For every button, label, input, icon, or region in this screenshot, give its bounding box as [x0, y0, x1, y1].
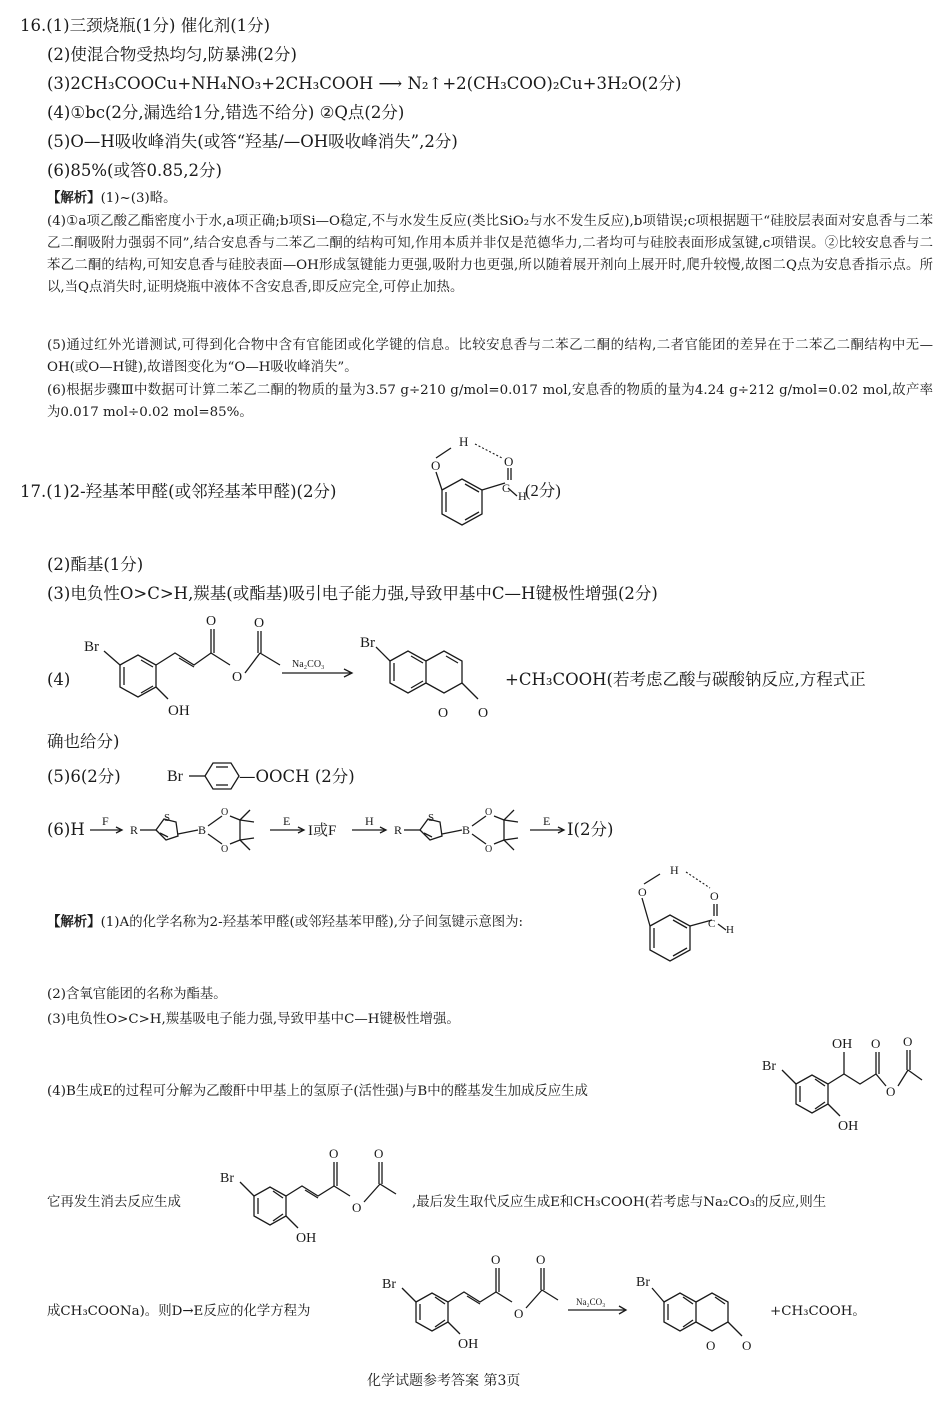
synthesis-route [90, 800, 610, 860]
elimination-product-structure [216, 1138, 416, 1248]
atom-s: S [428, 812, 435, 824]
atom-oh: OH [168, 703, 190, 719]
q17-line6-mid: I或F [308, 823, 337, 839]
atom-o: O [478, 706, 489, 721]
atom-h: H [459, 434, 469, 449]
atom-o: O [536, 1252, 546, 1267]
atom-b: B [198, 823, 207, 837]
q16-analysis-6: (6)根据步骤Ⅲ中数据可计算二苯乙二酮的物质的量为3.57 g÷210 g/mol=0.017 mol,安息香的物质的量为4.24 g÷212 g/mol=0.02 mol,故产率为0.017 mol÷0.02 mol=85%。 [47, 383, 933, 420]
atom-h: H [670, 863, 679, 877]
q16-line2: (2)使混合物受热均匀,防暴沸(2分) [47, 45, 297, 64]
q16-analysis [47, 188, 177, 209]
atom-o: O [438, 706, 449, 721]
q17-line4-cont: 确也给分) [47, 732, 120, 751]
reagent-label: Na₂CO₃ [292, 659, 325, 670]
final-reaction-equation [378, 1242, 778, 1352]
q17-line2: (2)酯基(1分) [47, 555, 144, 574]
q17-line3: (3)电负性O>C>H,羰基(或酯基)吸引电子能力强,导致甲基中C—H键极性增强(2分) [47, 584, 658, 603]
q17-analysis-1-line [47, 912, 523, 933]
atom-o: O [232, 670, 243, 685]
q16-line6: (6)85%(或答0.85,2分) [47, 161, 222, 180]
q17-line1-score: (2分) [525, 481, 561, 500]
atom-h: H [518, 489, 527, 503]
atom-br: Br [762, 1059, 776, 1074]
atom-o: O [352, 1200, 362, 1215]
q16-analysis-4: (4)①a项乙酸乙酯密度小于水,a项正确;b项Si—O稳定,不与水发生反应(类比SiO₂与水不发生反应),b项错误;c项根据题干“硅胶层表面对安息香与二苯乙二酮吸附力强弱不同”,结合安息香与二苯乙二酮的结构可知,作用本质并非仅是范德华力,二者均可与硅胶表面形成氢键,c项错误。②比较安息香与二苯乙二酮的结构,可知安息香与硅胶表面—OH形成氢键能力更强,吸附力也更强,所以随着展开剂向上展开时,爬升较慢,故图二Q点为安息香指示点。所以,当Q点消失时,证明烧瓶中液体不含安息香,即反应完全,可停止加热。 [47, 214, 933, 295]
reagent-e: E [543, 814, 551, 828]
atom-s: S [164, 812, 171, 824]
atom-br: Br [636, 1275, 650, 1290]
page-footer: 化学试题参考答案 第3页 [367, 1373, 521, 1389]
atom-o: O [886, 1084, 896, 1099]
atom-c: C [502, 481, 511, 495]
atom-o: O [254, 616, 265, 631]
q16-analysis-1: (1)~(3)略。 [100, 191, 177, 206]
atom-b: B [462, 823, 471, 837]
atom-o: O [871, 1036, 881, 1051]
atom-o: O [221, 844, 229, 855]
atom-o: O [485, 807, 493, 818]
atom-oh: OH [838, 1119, 859, 1134]
salicylaldehyde-hbond-diagram [628, 858, 758, 976]
atom-oh: OH [296, 1231, 317, 1246]
q17-analysis-4a: (4)B生成E的过程可分解为乙酸酐中甲基上的氢原子(活性强)与B中的醛基发生加成反应生成 [47, 1084, 588, 1099]
q17-analysis-4d: 成CH₃COONa)。则D→E反应的化学方程为 [47, 1304, 311, 1319]
atom-o: O [504, 454, 514, 469]
q16-line5: (5)O—H吸收峰消失(或答“羟基/—OH吸收峰消失”,2分) [47, 132, 458, 151]
atom-o: O [903, 1034, 913, 1049]
q17-analysis-3: (3)电负性O>C>H,羰基吸电子能力强,导致甲基中C—H键极性增强。 [47, 1012, 460, 1027]
q16-line4: (4)①bc(2分,漏选给1分,错选不给分) ②Q点(2分) [47, 103, 405, 122]
atom-o: O [374, 1146, 384, 1161]
atom-br: Br [220, 1171, 234, 1186]
q17-line5-group: —OOCH (2分) [239, 767, 355, 786]
q17-line6-suffix: I(2分) [567, 820, 614, 839]
atom-o: O [206, 614, 217, 629]
q16-analysis-5: (5)通过红外光谱测试,可得到化合物中含有官能团或化学键的信息。比较安息香与二苯乙二酮的结构,二者官能团的差异在于二苯乙二酮结构中无—OH(或O—H键),故谱图变化为“O—H吸收峰消失”。 [47, 338, 933, 375]
atom-o: O [514, 1306, 524, 1321]
reagent-h: H [365, 814, 374, 828]
analysis-tag: 【解析】 [47, 914, 101, 930]
atom-c: C [708, 918, 716, 930]
q17-analysis-4e: +CH₃COOH。 [770, 1304, 866, 1319]
atom-r: R [130, 823, 139, 837]
atom-o: O [710, 889, 719, 903]
q17-analysis-4b: 它再发生消去反应生成 [47, 1195, 181, 1210]
atom-h: H [726, 924, 734, 936]
atom-br: Br [84, 639, 99, 655]
atom-o: O [431, 458, 441, 473]
q16-line3: (3)2CH₃COOCu+NH₄NO₃+2CH₃COOH ⟶ N₂↑+2(CH₃COO)₂Cu+3H₂O(2分) [47, 74, 682, 93]
q17-analysis-1: (1)A的化学名称为2-羟基苯甲醛(或邻羟基苯甲醛),分子间氢键示意图为: [100, 915, 524, 930]
atom-o: O [706, 1338, 716, 1353]
atom-br: Br [382, 1277, 396, 1292]
q17-analysis-4c: ,最后发生取代反应生成E和CH₃COOH(若考虑与Na₂CO₃的反应,则生 [412, 1195, 827, 1210]
reagent-f: F [102, 814, 109, 828]
atom-r: R [394, 823, 403, 837]
atom-o: O [485, 844, 493, 855]
q17-line1: 17.(1)2-羟基苯甲醛(或邻羟基苯甲醛)(2分) [20, 482, 337, 501]
atom-o: O [742, 1338, 752, 1353]
atom-br: Br [167, 768, 183, 785]
atom-oh: OH [832, 1037, 853, 1052]
q17-line5-a: (5)6(2分) [47, 767, 121, 786]
reagent-e: E [283, 814, 291, 828]
reagent-label: Na₂CO₃ [576, 1297, 606, 1307]
atom-oh: OH [458, 1337, 479, 1352]
atom-o: O [329, 1146, 339, 1161]
q17-line4-label: (4) [47, 670, 71, 689]
aldol-intermediate-structure [758, 1030, 938, 1140]
salicylaldehyde-structure [415, 428, 575, 550]
atom-o: O [638, 885, 647, 899]
analysis-tag: 【解析】 [47, 190, 101, 206]
atom-o: O [221, 807, 229, 818]
q17-line6-prefix: (6)H [47, 820, 85, 839]
atom-o: O [491, 1252, 501, 1267]
q17-line4-tail: +CH₃COOH(若考虑乙酸与碳酸钠反应,方程式正 [505, 670, 866, 689]
q17-analysis-2: (2)含氧官能团的名称为酯基。 [47, 987, 227, 1002]
reaction-d-to-e [80, 607, 520, 722]
q16-line1: 16.(1)三颈烧瓶(1分) 催化剂(1分) [20, 16, 271, 35]
atom-br: Br [360, 635, 375, 651]
